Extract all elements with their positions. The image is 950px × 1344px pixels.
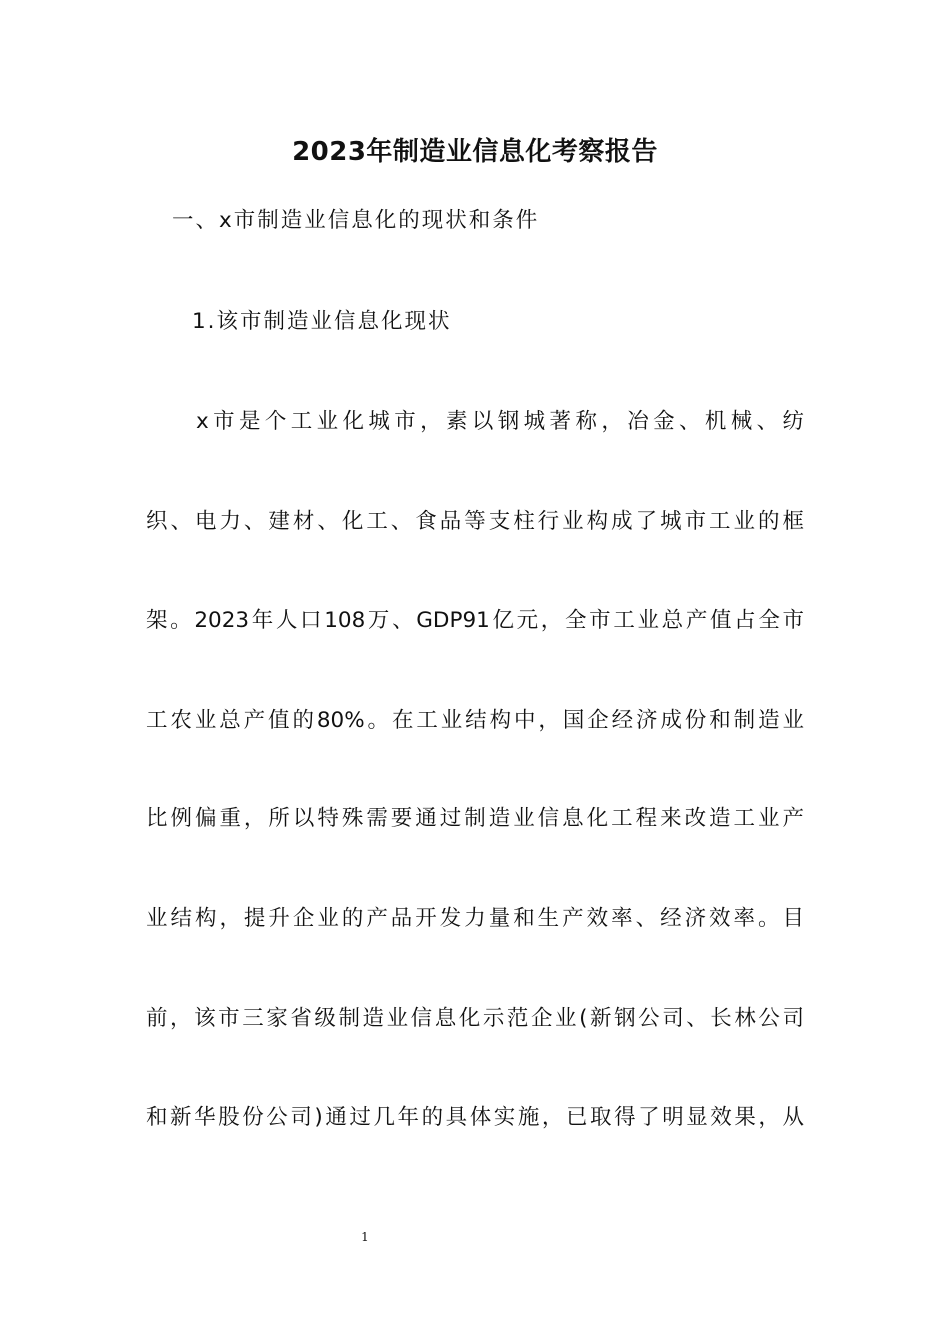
section-heading: 一、x市制造业信息化的现状和条件 [172, 208, 540, 233]
subsection-heading: 1.该市制造业信息化现状 [192, 309, 452, 334]
paragraph-line: 前，该市三家省级制造业信息化示范企业(新钢公司、长林公司 [146, 1006, 804, 1031]
paragraph-line: 架。2023年人口108万、GDP91亿元，全市工业总产值占全市 [146, 608, 804, 633]
paragraph-line: 和新华股份公司)通过几年的具体实施，已取得了明显效果，从 [146, 1105, 804, 1130]
paragraph-line: 工农业总产值的80%。在工业结构中，国企经济成份和制造业 [146, 708, 804, 733]
page-number: 1 [361, 1230, 369, 1244]
document-title: 2023年制造业信息化考察报告 [292, 137, 658, 167]
paragraph-line: 业结构，提升企业的产品开发力量和生产效率、经济效率。目 [146, 906, 804, 931]
paragraph-line: 比例偏重，所以特殊需要通过制造业信息化工程来改造工业产 [146, 806, 804, 831]
paragraph-line: x市是个工业化城市，素以钢城著称，冶金、机械、纺 [196, 409, 804, 434]
paragraph-line: 织、电力、建材、化工、食品等支柱行业构成了城市工业的框 [146, 509, 804, 534]
